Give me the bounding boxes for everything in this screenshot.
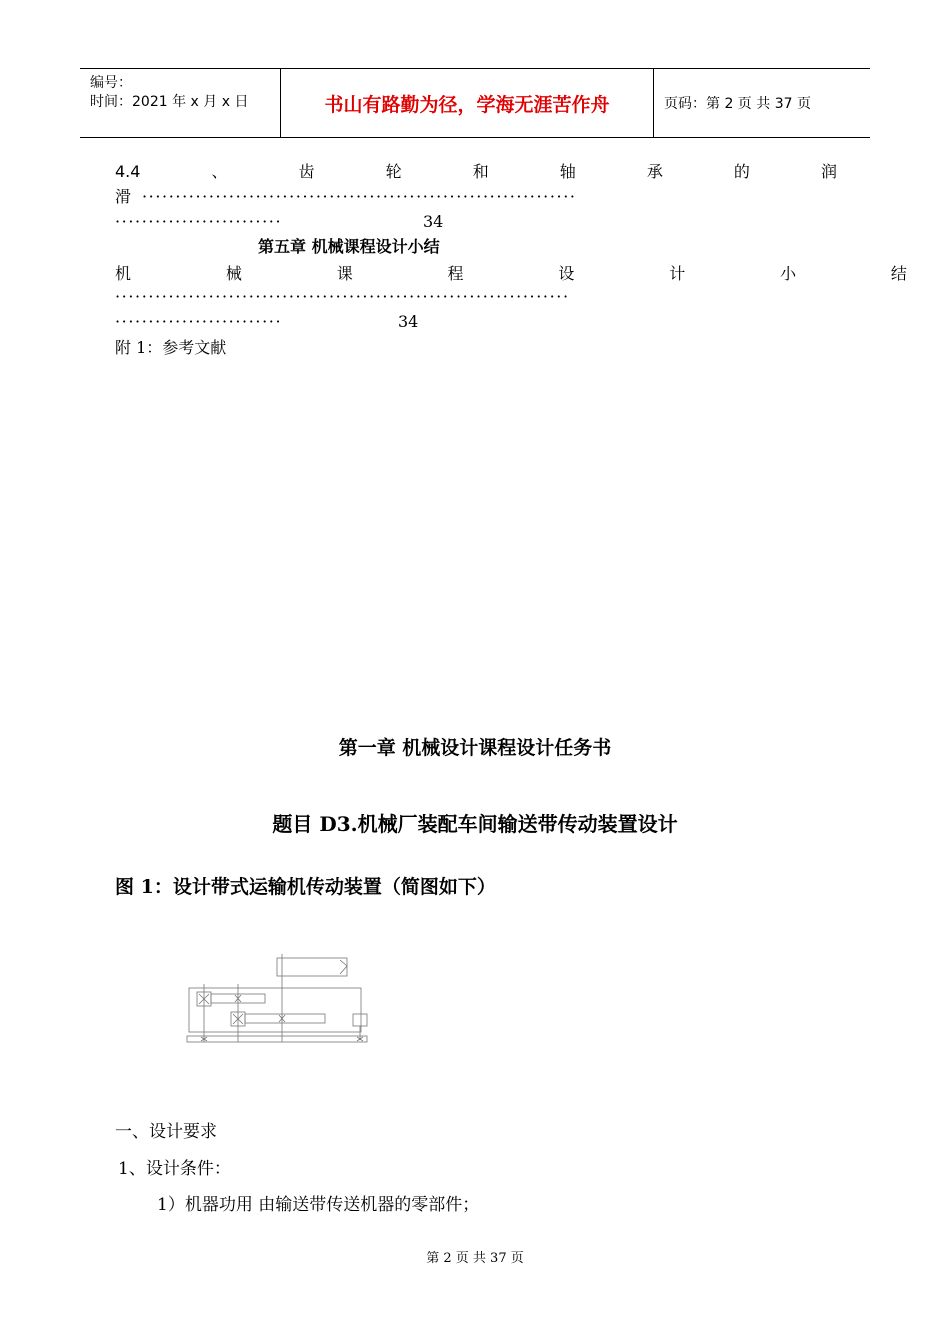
toc-chapter-5-title[interactable]: 第五章 机械课程设计小结	[258, 237, 440, 256]
toc-word: 结	[890, 264, 907, 283]
chapter-1-heading: 第一章 机械设计课程设计任务书	[338, 737, 612, 759]
toc-word: 轮	[385, 162, 402, 181]
toc-word: 计	[669, 264, 686, 283]
figure-heading: 图 1：设计带式运输机传动装置（简图如下）	[115, 876, 496, 898]
machine-function-text: 1）机器功用 由输送带传送机器的零部件；	[157, 1195, 480, 1215]
motor	[353, 1014, 367, 1026]
toc-item-4-4-continuation: 滑	[115, 187, 132, 206]
toc-word: 械	[225, 264, 242, 283]
toc-word: 的	[733, 162, 750, 181]
toc-word: 设	[558, 264, 575, 283]
header-meta-cell	[80, 69, 281, 137]
toc-word: 、	[211, 162, 228, 181]
header-page-info	[664, 69, 864, 137]
toc-leader-dots: ·························	[115, 212, 283, 231]
header-motto: 书山有路勤为径，学海无涯苦作舟	[281, 69, 654, 137]
page-info-text: 页码：第 2 页 共 37 页	[664, 96, 811, 112]
toc-word: 程	[447, 264, 464, 283]
toc-word: 小	[780, 264, 797, 283]
toc-word: 机	[115, 264, 132, 283]
gearbox-housing	[189, 988, 361, 1032]
toc-word: 齿	[298, 162, 315, 181]
drive-belt	[187, 1036, 367, 1042]
toc-leader-dots: ·························	[115, 312, 283, 331]
toc-appendix[interactable]: 附 1：参考文献	[115, 338, 227, 357]
page-header	[80, 68, 870, 138]
belt-conveyor-drive-diagram	[185, 952, 375, 1052]
toc-word: 承	[646, 162, 663, 181]
toc-word: 润	[820, 162, 837, 181]
toc-word: 轴	[559, 162, 576, 181]
toc-leader-dots: ·································································	[142, 187, 577, 206]
section-design-requirements: 一、设计要求	[115, 1122, 217, 1142]
belt-break-mark	[340, 960, 347, 974]
toc-word: 课	[336, 264, 353, 283]
number-label: 编号：	[90, 75, 132, 91]
toc-item-summary[interactable]	[115, 264, 907, 284]
toc-word: 4.4	[115, 162, 141, 181]
toc-item-4-4[interactable]	[115, 162, 837, 182]
toc-page-number: 34	[398, 312, 419, 331]
toc-word: 和	[472, 162, 489, 181]
topic-heading: 题目 D3.机械厂装配车间输送带传动装置设计	[272, 812, 678, 836]
date-text: 时间：2021 年 x 月 x 日	[90, 94, 249, 110]
conveyor-belt	[277, 958, 347, 976]
page-footer: 第 2 页 共 37 页	[426, 1251, 524, 1266]
toc-page-number: 34	[423, 212, 444, 231]
section-design-conditions: 1、设计条件：	[118, 1159, 231, 1179]
toc-leader-dots: ····································································	[115, 287, 570, 306]
